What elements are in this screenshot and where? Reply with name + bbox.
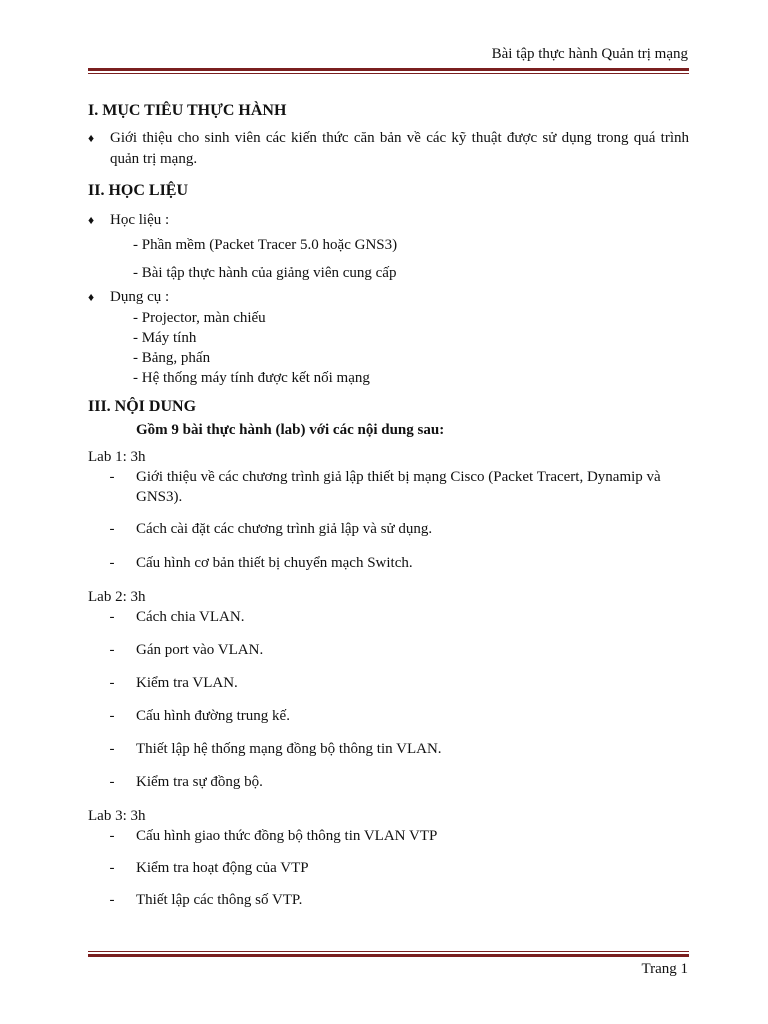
lab-title: Lab 1: 3h <box>88 449 146 465</box>
list-item: - Cấu hình đường trung kế. <box>109 708 290 724</box>
page-number: Trang 1 <box>641 961 688 977</box>
footer-rule <box>88 951 689 957</box>
list-item: - Phần mềm (Packet Tracer 5.0 hoặc GNS3) <box>133 237 398 253</box>
list-item: - Gán port vào VLAN. <box>109 642 264 658</box>
section-heading-materials: II. HỌC LIỆU <box>88 182 189 199</box>
objective-bullet <box>88 128 689 170</box>
list-item: - Hệ thống máy tính được kết nối mạng <box>133 370 370 386</box>
materials-bullet <box>88 210 689 231</box>
header-rule <box>88 68 689 74</box>
list-item: - Bài tập thực hành của giảng viên cung cấp <box>133 265 397 281</box>
section-heading-content: III. NỘI DUNG <box>88 398 197 415</box>
tools-list <box>88 308 689 388</box>
list-item: - Máy tính <box>133 330 197 346</box>
document-header-title: Bài tập thực hành Quản trị mạng <box>491 46 688 62</box>
list-item: - Cấu hình cơ bản thiết bị chuyển mạch Switch. <box>109 555 413 571</box>
list-item: - Kiểm tra hoạt động của VTP <box>109 860 309 876</box>
list-item: - Thiết lập các thông số VTP. <box>109 892 303 908</box>
lab-2 <box>88 587 689 792</box>
diamond-bullet-icon: ♦ <box>88 290 95 304</box>
list-item: - Thiết lập hệ thống mạng đồng bộ thông tin VLAN. <box>109 741 442 757</box>
lab-1 <box>88 447 689 573</box>
content-intro: Gồm 9 bài thực hành (lab) với các nội dung sau: <box>136 422 445 438</box>
list-item: - Kiểm tra VLAN. <box>109 675 238 691</box>
section-heading-objectives: I. MỤC TIÊU THỰC HÀNH <box>88 102 287 119</box>
page-content <box>88 96 689 910</box>
list-item: - Bảng, phấn <box>133 350 211 366</box>
tools-bullet <box>88 287 689 308</box>
lab-title: Lab 3: 3h <box>88 808 146 824</box>
objective-text: Giới thiệu cho sinh viên các kiến thức căn bản về các kỹ thuật được sử dụng trong quá trình quản trị mạng. <box>110 130 689 167</box>
list-item: - Projector, màn chiếu <box>133 310 266 326</box>
tools-label: Dụng cụ : <box>110 289 170 305</box>
list-item: - Cách chia VLAN. <box>109 609 245 625</box>
diamond-bullet-icon: ♦ <box>88 131 95 145</box>
list-item: - Cấu hình giao thức đồng bộ thông tin VLAN VTP <box>109 828 438 844</box>
diamond-bullet-icon: ♦ <box>88 213 95 227</box>
materials-list <box>88 231 689 287</box>
list-item: - Giới thiệu về các chương trình giả lập thiết bị mạng Cisco (Packet Tracert, Dynamip và GNS3). <box>109 469 661 505</box>
lab-title: Lab 2: 3h <box>88 589 146 605</box>
materials-label: Học liệu : <box>110 212 170 228</box>
list-item: - Kiểm tra sự đồng bộ. <box>109 774 263 790</box>
list-item: - Cách cài đặt các chương trình giả lập và sử dụng. <box>109 521 433 537</box>
lab-3 <box>88 806 689 910</box>
